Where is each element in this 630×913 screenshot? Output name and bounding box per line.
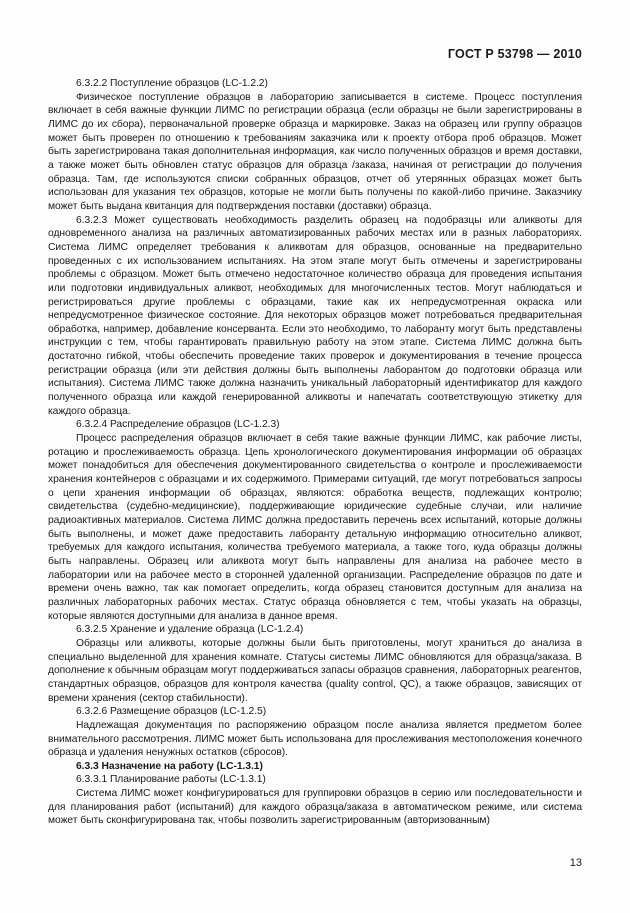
subsection-heading: 6.3.2.5 Хранение и удаление образца (LC-1.2.4): [76, 624, 304, 636]
paragraph: Физическое поступление образцов в лабораторию записывается в системе. Процесс поступления включает в себя важные функции ЛИМС по регистрации образца (если образцы не были зарегистрированы в ЛИМС до их сбора), первоначальной проверке образца и маркировке. Заказ на образец или группу образцов может быть проверен по отношению к требованиям заказчика или к проекту отбора проб образцов. Может быть зарегистрирована такая дополнительная информация, как число полученных образцов и время доставки, а также может быть обновлен статус образцов для образца /заказа, начиная от регистрации до получения образца. Там, где используются списки собранных образцов, отчет об утерянных образцах может быть использован для указания тех образцов, которые не могли быть получены по какой-либо причине. Заказчику может быть выдана квитанция для подтверждения поставки (доставки) образца.: [48, 91, 582, 212]
page-number: 13: [569, 857, 582, 869]
page-body: [48, 77, 582, 828]
subsection-heading: 6.3.2.6 Размещение образцов (LC-1.2.5): [76, 706, 267, 718]
section-heading: 6.3.3 Назначение на работу (LC-1.3.1): [76, 760, 263, 772]
standard-header: ГОСТ Р 53798 — 2010: [447, 47, 582, 61]
subsection-heading: 6.3.2.4 Распределение образцов (LC-1.2.3): [76, 419, 280, 431]
subsection-heading: 6.3.3.1 Планирование работы (LC-1.3.1): [76, 774, 266, 786]
subsection-heading: 6.3.2.2 Поступление образцов (LC-1.2.2): [76, 78, 268, 89]
paragraph: Процесс распределения образцов включает в себя такие важные функции ЛИМС, как рабочие листы, ротацию и прослеживаемость образца. Цепь хронологического документирования информации об образцах может понадобиться для обеспечения документированного свидетельства о контроле и прослеживаемости хранения контейнеров с образцами и их содержимого. Примерами ситуаций, где могут потребоваться запросы о цепи хранения информации об образцах, являются: обработка веществ, подлежащих контролю; свидетельства (судебно-медицинские), поддерживающие юридические судебные случаи, или наличие радиоактивных материалов. Система ЛИМС должна предоставить перечень всех испытаний, которые должны быть выполнены, и может даже предоставить лаборанту детальную информацию относительно аликвот, требуемых для каждого испытания, количества требуемого материала, а также того, куда образцы должны быть направлены. Образец или аликвота могут быть направлены для анализа на рабочее место в лаборатории или на рабочее место в сторонней удаленной организации. Распределение образцов по дате и времени очень важно, так как помогает определить, когда образец становится доступным для анализа на различных лабораторных рабочих местах. Статус образца обновляется с тем, чтобы указать на образцы, которые являются доступными для анализа в данное время.: [48, 433, 582, 622]
paragraph: Надлежащая документация по распоряжению образцом после анализа является предметом более внимательного рассмотрения. ЛИМС может быть использована для прослеживания местоположения конечного образца и удаления ненужных остатков (сбросов).: [48, 719, 582, 759]
paragraph: Образцы или аликвоты, которые должны были быть приготовлены, могут храниться до анализа в специально выделенной для хранения комнате. Статусы системы ЛИМС обновляются для образца/заказа. В дополнение к обычным образцам могут поддерживаться запасы образцов сравнения, лабораторных реагентов, стандартных образцов, образцов для контроля качества (quality control, QC), а также образцов, зависящих от времени хранения (сектор стабильности).: [48, 637, 582, 704]
paragraph: Система ЛИМС может конфигурироваться для группировки образцов в серию или последовательности и для планирования работ (испытаний) для каждого образца/заказа в автоматическом режиме, или система может быть сконфигурирована так, чтобы позволить зарегистрированным (авторизованным): [48, 788, 582, 827]
paragraph: 6.3.2.3 Может существовать необходимость разделить образец на подобразцы или аликвоты для одновременного анализа на различных автоматизированных рабочих местах или в разных лабораториях. Система ЛИМС определяет требования к аликвотам для образцов, основанные на предварительно проведенных с их использованием испытаниях. На этом этапе могут быть отмечены и зарегистрированы проблемы с образцом. Может быть отмечено недостаточное количество образца для проведения испытания или подготовки индивидуальных аликвот, необходимых для многочисленных тестов. Могут наблюдаться и регистрироваться другие проблемы с образцами, такие как их непредусмотренная окраска или непредусмотренное физическое состояние. Для некоторых образцов может потребоваться предварительная обработка, например, добавление консерванта. Если это необходимо, то лаборанту могут быть представлены инструкции с тем, чтобы гарантировать правильную работу на этом этапе. Система ЛИМС должна быть достаточно гибкой, чтобы обеспечить проведение таких проверок и документирования в течение процесса регистрации образца (или эти действия должны быть выполнены лаборантом до подготовки образца или испытания). Система ЛИМС также должна назначить уникальный лабораторный идентификатор для каждого полученного образца или каждой генерированной аликвоты и напечатать соответствующую этикетку для каждого образца.: [48, 214, 582, 417]
